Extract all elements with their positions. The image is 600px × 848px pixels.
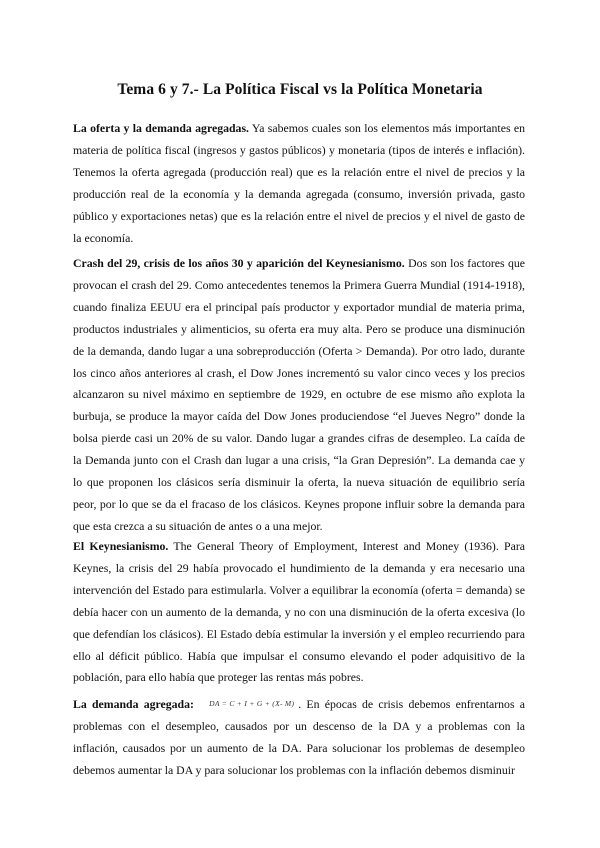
- formula-image: DA = C + I + G + (X- M): [209, 699, 295, 708]
- paragraph-crash-29: [73, 253, 525, 538]
- paragraph-text: Dos son los factores que provocan el crash del 29. Como antecedentes tenemos la Primera Guerra Mundial (1914-1918), cuando finaliza EEUU era el principal país productor y exportador mundial de materia prima, productos industriales y alimenticios, su oferta era muy alta. Pero se produce una disminución de la demanda, dando lugar a una sobreproducción (Oferta > Demanda). Por otro lado, durante los cinco años anteriores al crash, el Dow Jones incrementó su valor cinco veces y los precios alcanzaron su nivel máximo en septiembre de 1929, en octubre de ese mismo año explota la burbuja, se produce la mayor caída del Dow Jones produciendose “el Jueves Negro” donde la bolsa pierde casi un 20% de su valor. Dando lugar a grandes cifras de desempleo. La caída de la Demanda junto con el Crash dan lugar a una crisis, “la Gran Depresión”. La demanda cae y lo que proponen los clásicos sería disminuir la oferta, la nueva situación de equilibrio sería peor, por lo que se da el fracaso de los clásicos. Keynes propone influir sobre la demanda para que esta crezca a su situación de antes o a una mejor.: [73, 256, 526, 533]
- paragraph-oferta-demanda: [73, 118, 525, 249]
- paragraph-heading: La demanda agregada:: [73, 697, 194, 711]
- page-title: Tema 6 y 7.- La Política Fiscal vs la Política Monetaria: [117, 81, 483, 98]
- paragraph-heading: La oferta y la demanda agregadas.: [73, 121, 249, 135]
- paragraph-heading: El Keynesianismo.: [73, 539, 169, 553]
- paragraph-heading: Crash del 29, crisis de los años 30 y aparición del Keynesianismo.: [73, 256, 405, 270]
- paragraph-demanda-agregada: [73, 693, 525, 782]
- paragraph-text: . En épocas de crisis debemos enfrentarnos a problemas con el desempleo, causados por un descenso de la DA y a problemas con la inflación, causados por un aumento de la DA. Para solucionar los problemas de desempleo debemos aumentar la DA y para solucionar los problemas con la inflación debemos disminuir: [73, 697, 525, 777]
- paragraph-text: The General Theory of Employment, Interest and Money (1936). Para Keynes, la crisis del 29 había provocado el hundimiento de la demanda y era necesario una intervención del Estado para estimularla. Volver a equilibrar la economía (oferta = demanda) se debía hacer con un aumento de la demanda, y no con una disminución de la oferta excesiva (lo que defendían los clásicos). El Estado debía estimular la inversión y el empleo recurriendo para ello al déficit público. Había que impulsar el consumo elevando el poder adquisitivo de la población, para ello había que proteger las rentas más pobres.: [73, 539, 525, 685]
- paragraph-keynesianismo: [73, 536, 525, 689]
- paragraph-text: Ya sabemos cuales son los elementos más importantes en materia de política fiscal (ingresos y gastos públicos) y monetaria (tipos de interés e inflación). Tenemos la oferta agregada (producción real) que es la relación entre el nivel de precios y la producción real de la economía y la demanda agregada (consumo, inversión privada, gasto público y exportaciones netas) que es la relación entre el nivel de precios y el nivel de gasto de la economía.: [73, 121, 525, 245]
